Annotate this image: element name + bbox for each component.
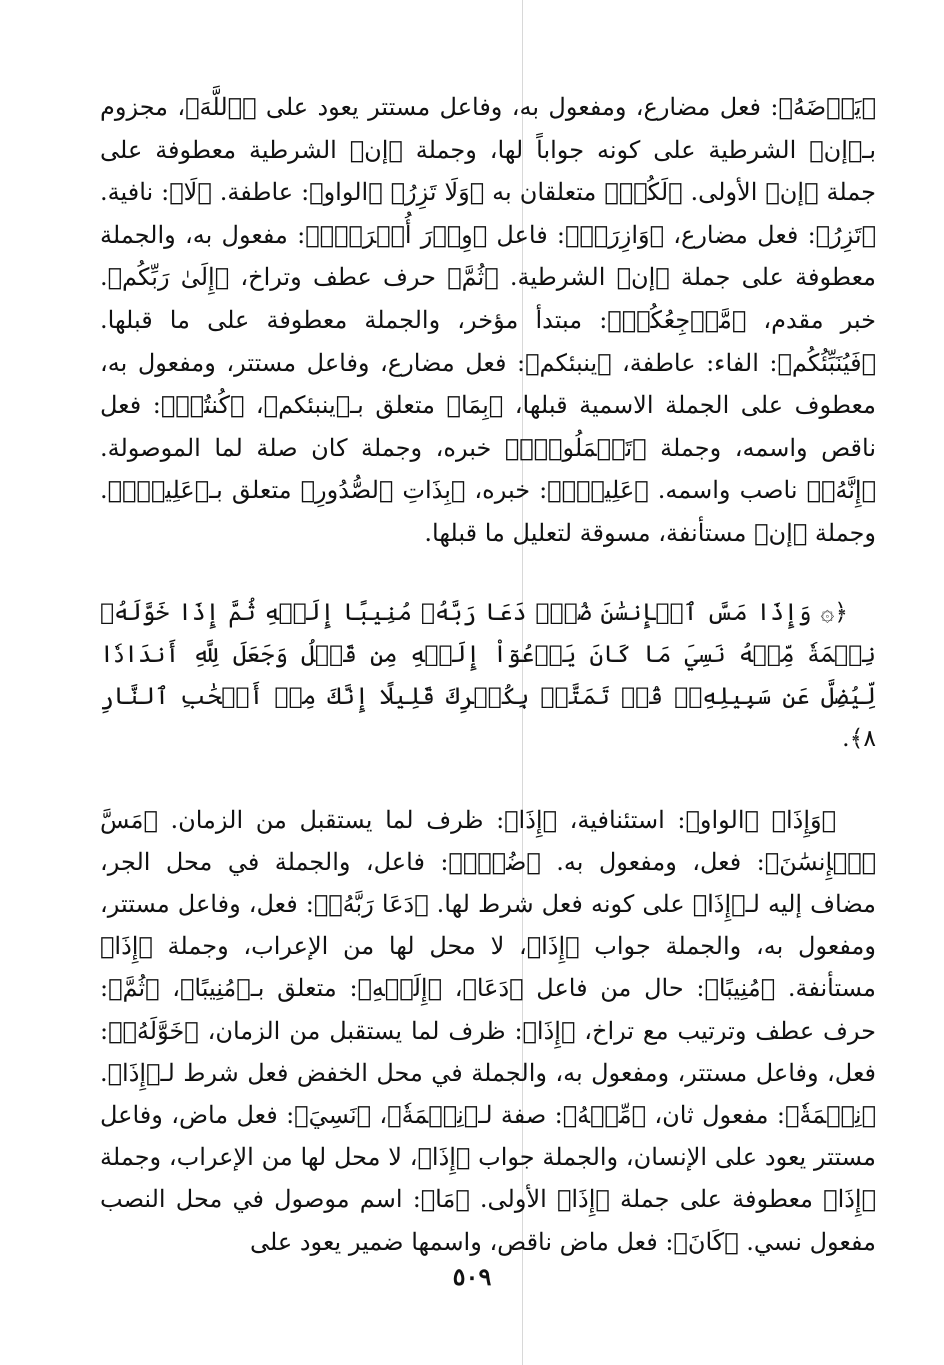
- page-number: ٥٠٩: [452, 1262, 492, 1291]
- book-page: [100, 86, 876, 1326]
- grammar-analysis-paragraph-2: ﴿وَإِذَا﴾ ﴿الواو﴾: استئنافية، ﴿إِذَا﴾: ظرف لما يستقبل من الزمان. ﴿مَسَّ ٱلۡإِنسَٰنَ﴾: فعل، ومفعول به. ﴿ضُرّٞ﴾: فاعل، والجملة في محل الجر، مضاف إليه لـ﴿إِذَا﴾ على كونه فعل شرط لها. ﴿دَعَا رَبَّهُۥ﴾: فعل، وفاعل مستتر، ومفعول به، والجملة جواب ﴿إِذَا﴾، لا محل لها من الإعراب، وجملة ﴿إِذَا﴾ مستأنفة. ﴿مُنِيبًا﴾: حال من فاعل ﴿دَعَا﴾، ﴿إِلَيۡهِ﴾: متعلق بـ﴿مُنِيبًا﴾، ﴿ثُمَّ﴾: حرف عطف وترتيب مع تراخ، ﴿إِذَا﴾: ظرف لما يستقبل من الزمان، ﴿خَوَّلَهُۥ﴾: فعل، وفاعل مستتر، ومفعول به، والجملة في محل الخفض فعل شرط لـ﴿إِذَا﴾. ﴿نِعۡمَةٗ﴾: مفعول ثان، ﴿مِّنۡهُ﴾: صفة لـ﴿نِعۡمَةٗ﴾، ﴿نَسِيَ﴾: فعل ماض، وفاعل مستتر يعود على الإنسان، والجملة جواب ﴿إِذَا﴾، لا محل لها من الإعراب، وجملة ﴿إِذَا﴾ معطوفة على جملة ﴿إِذَا﴾ الأولى. ﴿مَا﴾: اسم موصول في محل النصب مفعول نسي. ﴿كَانَ﴾: فعل ماض ناقص، واسمها ضمير يعود على: [100, 805, 877, 1256]
- quran-verse: ﴿۞ وَإِذَا مَسَّ ٱلۡإِنسَٰنَ ضُرّٞ دَعَا رَبَّهُۥ مُنِيبًا إِلَيۡهِ ثُمَّ إِذَا خَوَّلَهُۥ نِعۡمَةٗ مِّنۡهُ نَسِيَ مَا كَانَ يَدۡعُوٓاْ إِلَيۡهِ مِن قَبۡلُ وَجَعَلَ لِلَّهِ أَندَادٗا لِّيُضِلَّ عَن سَبِيلِهِۦۚ قُلۡ تَمَتَّعۡ بِكُفۡرِكَ قَلِيلًا إِنَّكَ مِنۡ أَصۡحَٰبِ ٱلنَّارِ ٨﴾.: [100, 597, 876, 752]
- grammar-analysis-paragraph-1: ﴿يَرۡضَهُ﴾: فعل مضارع، ومفعول به، وفاعل مستتر يعود على ﴿ٱللَّهَ﴾، مجزوم بـ﴿إن﴾ الشرطية على كونه جواباً لها، وجملة ﴿إن﴾ الشرطية معطوفة على جملة ﴿إن﴾ الأولى. ﴿لَكُمۡ﴾ متعلقان به ﴿وَلَا تَزِرُ﴾ ﴿الواو﴾: عاطفة. ﴿لَا﴾: نافية. ﴿تَزِرُ﴾: فعل مضارع، ﴿وَازِرَةٞ﴾: فاعل ﴿وِزۡرَ أُخۡرَىٰۗ﴾: مفعول به، والجملة معطوفة على جملة ﴿إن﴾ الشرطية. ﴿ثُمَّ﴾ حرف عطف وتراخ، ﴿إِلَىٰ رَبِّكُم﴾. خبر مقدم، ﴿مَّرۡجِعُكُمۡ﴾: مبتدأ مؤخر، والجملة معطوفة على ما قبلها. ﴿فَيُنَبِّئُكُم﴾: الفاء: عاطفة، ﴿ينبئكم﴾: فعل مضارع، وفاعل مستتر، ومفعول به، معطوف على الجملة الاسمية قبلها، ﴿بِمَا﴾ متعلق بـ﴿ينبئكم﴾، ﴿كُنتُمۡ﴾: فعل ناقص واسمه، وجملة ﴿تَعۡمَلُونَۚ﴾ خبره، وجملة كان صلة لما الموصولة. ﴿إِنَّهُۥ﴾ ناصب واسمه. ﴿عَلِيمُۢ﴾: خبره، ﴿بِذَاتِ ٱلصُّدُورِ﴾ متعلق بـ﴿عَلِيمُۢ﴾. وجملة ﴿إن﴾ مستأنفة، مسوقة لتعليل ما قبلها.: [100, 93, 877, 547]
